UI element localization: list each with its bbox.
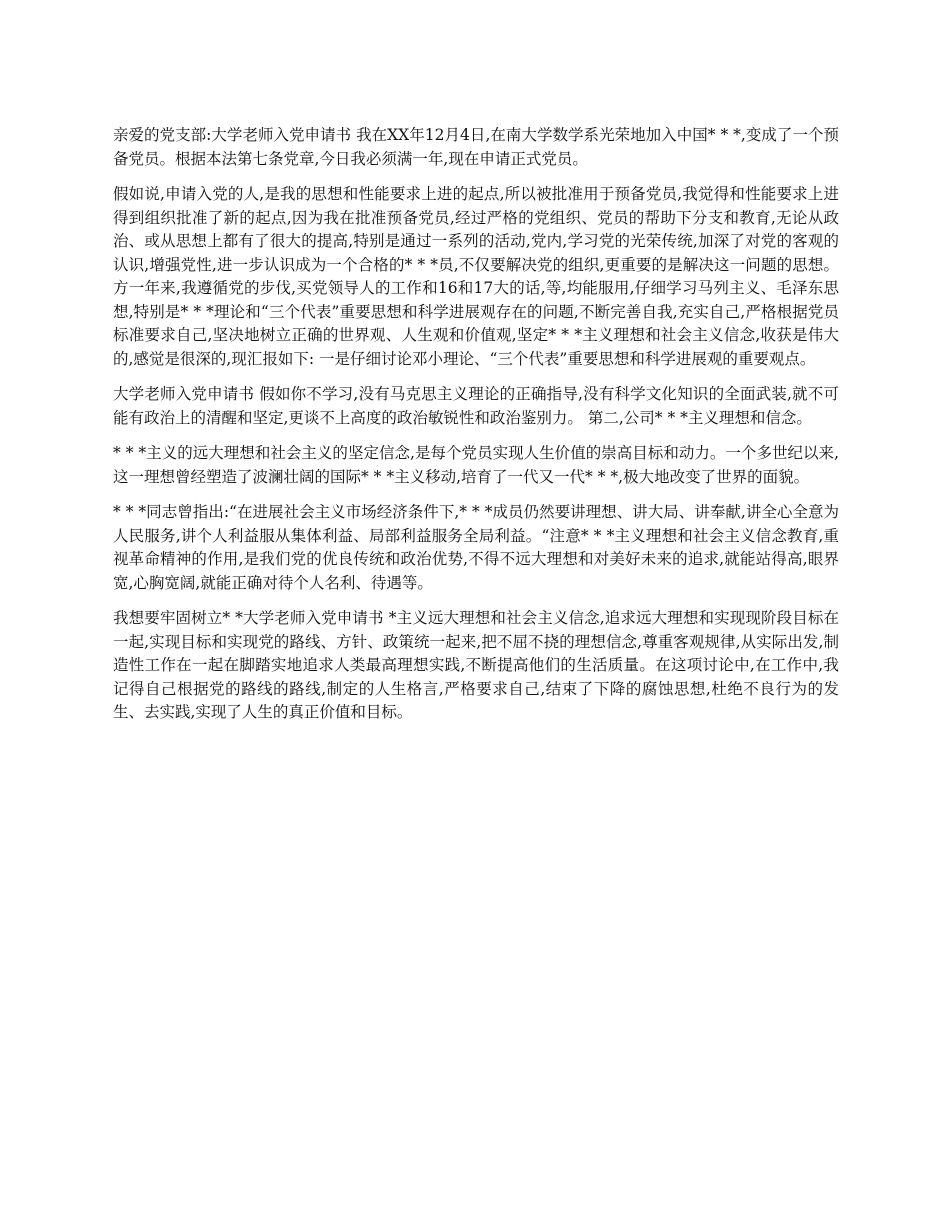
paragraph-study: 大学老师入党申请书 假如你不学习,没有马克思主义理论的正确指导,没有科学文化知识的全面武装,就不可能有政治上的清醒和坚定,更谈不上高度的政治敏锐性和政治鉴别力。 第二,公司* * *主义理想和信念。 [113, 385, 839, 427]
paragraph-conclusion: 我想要牢固树立* *大学老师入党申请书 *主义远大理想和社会主义信念,追求远大理想和实现现阶段目标在一起,实现目标和实现党的路线、方针、政策统一起来,把不屈不挠的理想信念,尊重客观规律,从实际出发,制造性工作在一起在脚踏实地追求人类最高理想实践,不断提高他们的生活质量。在这项讨论中,在工作中,我记得自己根据党的路线的路线,制定的人生格言,严格要求自己,结束了下降的腐蚀思想,杜绝不良行为的发生、去实践,实现了人生的真正价值和目标。 [113, 609, 839, 721]
paragraph-reflection: 假如说,申请入党的人,是我的思想和性能要求上进的起点,所以被批准用于预备党员,我觉得和性能要求上进得到组织批准了新的起点,因为我在批准预备党员,经过严格的党组织、党员的帮助下分支和教育,无论从政治、或从思想上都有了很大的提高,特别是通过一系列的活动,党内,学习党的光荣传统,加深了对党的客观的认识,增强党性,进一步认识成为一个合格的* * *员,不仅要解决党的组织,更重要的是解决这一问题的思想。方一年来,我遵循党的步伐,买党领导人的工作和16和17大的话,等,均能服用,仔细学习马列主义、毛泽东思想,特别是* * *理论和“三个代表”重要思想和科学进展观存在的问题,不断完善自我,充实自己,严格根据党员标准要求自己,坚决地树立正确的世界观、人生观和价值观,坚定* * *主义理想和社会主义信念,收获是伟大的,感觉是很深的,现汇报如下: 一是仔细讨论邓小理论、“三个代表”重要思想和科学进展观的重要观点。 [113, 185, 839, 368]
paragraph-quote: * * *同志曾指出:“在进展社会主义市场经济条件下,* * *成员仍然要讲理想、讲大局、讲奉献,讲全心全意为人民服务,讲个人利益服从集体利益、局部利益服务全局利益。“注意* * *主义理想和社会主义信念教育,重视革命精神的作用,是我们党的优良传统和政治优势,不得不远大理想和对美好未来的追求,就能站得高,眼界宽,心胸宽阔,就能正确对待个人名利、待遇等。 [113, 503, 839, 592]
paragraph-greeting: 亲爱的党支部:大学老师入党申请书 我在XX年12月4日,在南大学数学系光荣地加入中国* * *,变成了一个预备党员。根据本法第七条党章,今日我必须满一年,现在申请正式党员。 [113, 126, 839, 168]
paragraph-ideals: * * *主义的远大理想和社会主义的坚定信念,是每个党员实现人生价值的崇高目标和动力。一个多世纪以来,这一理想曾经塑造了波澜壮阔的国际* * *主义移动,培育了一代又一代* * *,极大地改变了世界的面貌。 [113, 444, 839, 486]
document-page [113, 124, 839, 737]
